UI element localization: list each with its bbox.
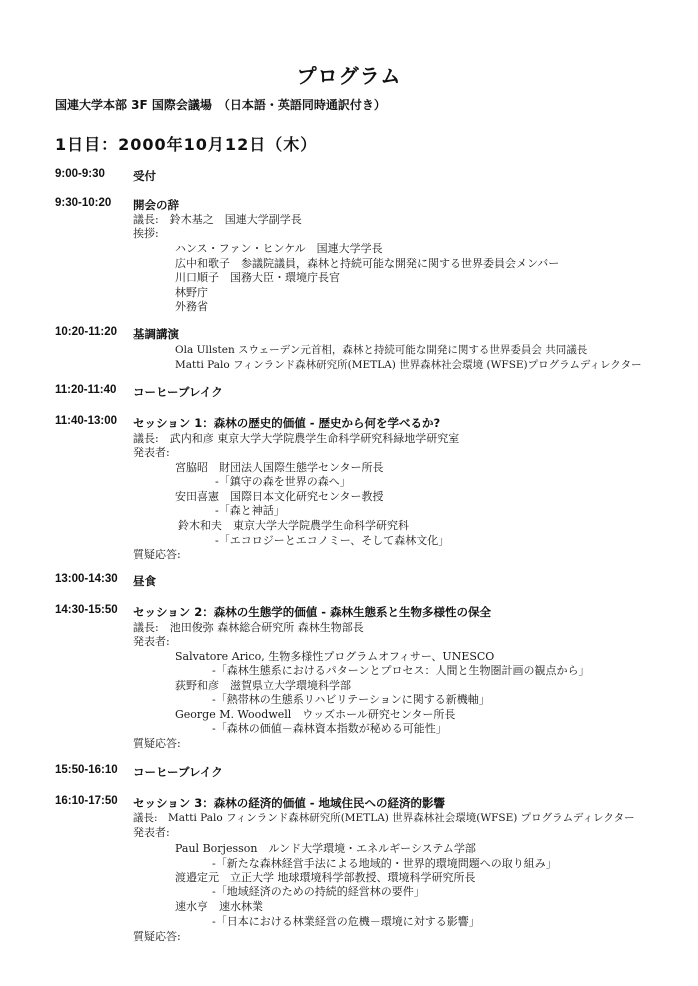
presenters-label: 発表者:: [133, 826, 170, 839]
presenters-label: 発表者:: [133, 446, 170, 459]
qa-label: 質疑応答:: [133, 548, 181, 561]
time-slot: 9:00-9:30: [55, 168, 105, 180]
chair-line: 議長: 池田俊弥 森林総合研究所 森林生物部長: [133, 621, 364, 634]
talk-title: -「エコロジーとエコノミー、そして森林文化」: [215, 534, 450, 547]
time-slot: 13:00-14:30: [55, 573, 118, 585]
item-heading: 受付: [133, 169, 156, 183]
chair-line: 議長: Matti Palo フィンランド森林研究所(METLA) 世界森林社会環境(WFSE) プログラムディレクター: [133, 812, 635, 824]
speaker-line: 川口順子 国務大臣・環境庁長官: [175, 271, 340, 284]
talk-title: -「鎮守の森を世界の森へ」: [215, 475, 351, 488]
time-slot: 14:30-15:50: [55, 604, 118, 616]
speaker-line: Ola Ullsten スウェーデン元首相，森林と持続可能な開発に関する世界委員会 共同議長: [175, 344, 588, 356]
presenter-line: 宮脇昭 財団法人国際生態学センター所長: [175, 461, 384, 474]
speaker-line: 広中和歌子 参議院議員，森林と持続可能な開発に関する世界委員会メンバー: [175, 257, 560, 270]
item-heading: 基調講演: [133, 327, 179, 341]
talk-title: -「地域経済のための持続的経営林の要件」: [212, 885, 425, 898]
presenter-line: Salvatore Arico, 生物多様性プログラムオフィサー、UNESCO: [175, 650, 495, 663]
item-heading: コーヒーブレイク: [133, 385, 223, 399]
time-slot: 9:30-10:20: [55, 197, 112, 209]
time-slot: 11:20-11:40: [55, 384, 117, 396]
presenter-line: 鈴木和夫 東京大学大学院農学生命科学研究科: [178, 519, 409, 532]
presenter-line: George M. Woodwell ウッズホール研究センター所長: [175, 708, 456, 721]
time-slot: 16:10-17:50: [55, 795, 118, 807]
item-heading: コーヒーブレイク: [133, 765, 223, 779]
talk-title: -「日本における林業経営の危機－環境に対する影響」: [212, 915, 480, 928]
talk-title: -「森と神話」: [215, 504, 285, 517]
time-slot: 11:40-13:00: [55, 415, 118, 427]
venue-line: 国連大学本部 3F 国際会議場 （日本語・英語同時通訳付き）: [55, 98, 386, 112]
presenter-line: 速水亨 速水林業: [175, 900, 263, 913]
presenter-line: 安田喜憲 国際日本文化研究センター教授: [175, 490, 384, 503]
item-heading: 開会の辞: [133, 198, 179, 212]
presenter-line: 荻野和彦 滋賀県立大学環境科学部: [175, 679, 351, 692]
talk-title: -「森林の価値－森林資本指数が秘める可能性」: [212, 722, 447, 735]
qa-label: 質疑応答:: [133, 737, 181, 750]
chair-line: 議長: 鈴木基之 国連大学副学長: [133, 213, 302, 226]
presenters-label: 発表者:: [133, 635, 170, 648]
speaker-line: ハンス・ファン・ヒンケル 国連大学学長: [175, 242, 383, 255]
speaker-line: Matti Palo フィンランド森林研究所(METLA) 世界森林社会環境 (WFSE)プログラムディレクター: [175, 359, 642, 371]
item-heading: セッション 2：森林の生態学的価値 - 森林生態系と生物多様性の保全: [133, 605, 492, 619]
time-slot: 10:20-11:20: [55, 326, 118, 338]
qa-label: 質疑応答:: [133, 930, 181, 943]
speaker-line: 外務省: [175, 300, 208, 313]
page-title: プログラム: [296, 64, 402, 88]
presenter-line: 渡邉定元 立正大学 地球環境科学部教授、環境科学研究所長: [175, 871, 476, 884]
item-heading: 昼食: [133, 574, 156, 588]
speaker-line: 林野庁: [175, 286, 208, 299]
talk-title: -「森林生態系におけるパターンとプロセス：人間と生物圏計画の観点から」: [212, 664, 590, 677]
presenter-line: Paul Borjesson ルンド大学環境・エネルギーシステム学部: [175, 842, 476, 855]
time-slot: 15:50-16:10: [55, 764, 118, 776]
talk-title: -「新たな森林経営手法による地域的・世界的環境問題への取り組み」: [212, 857, 557, 870]
talk-title: -「熱帯林の生態系リハビリテーションに関する新機軸」: [212, 693, 490, 706]
chair-line: 議長: 武内和彦 東京大学大学院農学生命科学研究科緑地学研究室: [133, 432, 460, 445]
greetings-label: 挨拶:: [133, 227, 159, 240]
item-heading: セッション 1：森林の歴史的価値 - 歴史から何を学べるか?: [133, 416, 441, 430]
day-heading: 1日目：2000年10月12日（木）: [55, 135, 318, 154]
item-heading: セッション 3：森林の経済的価値 - 地域住民への経済的影響: [133, 796, 446, 810]
